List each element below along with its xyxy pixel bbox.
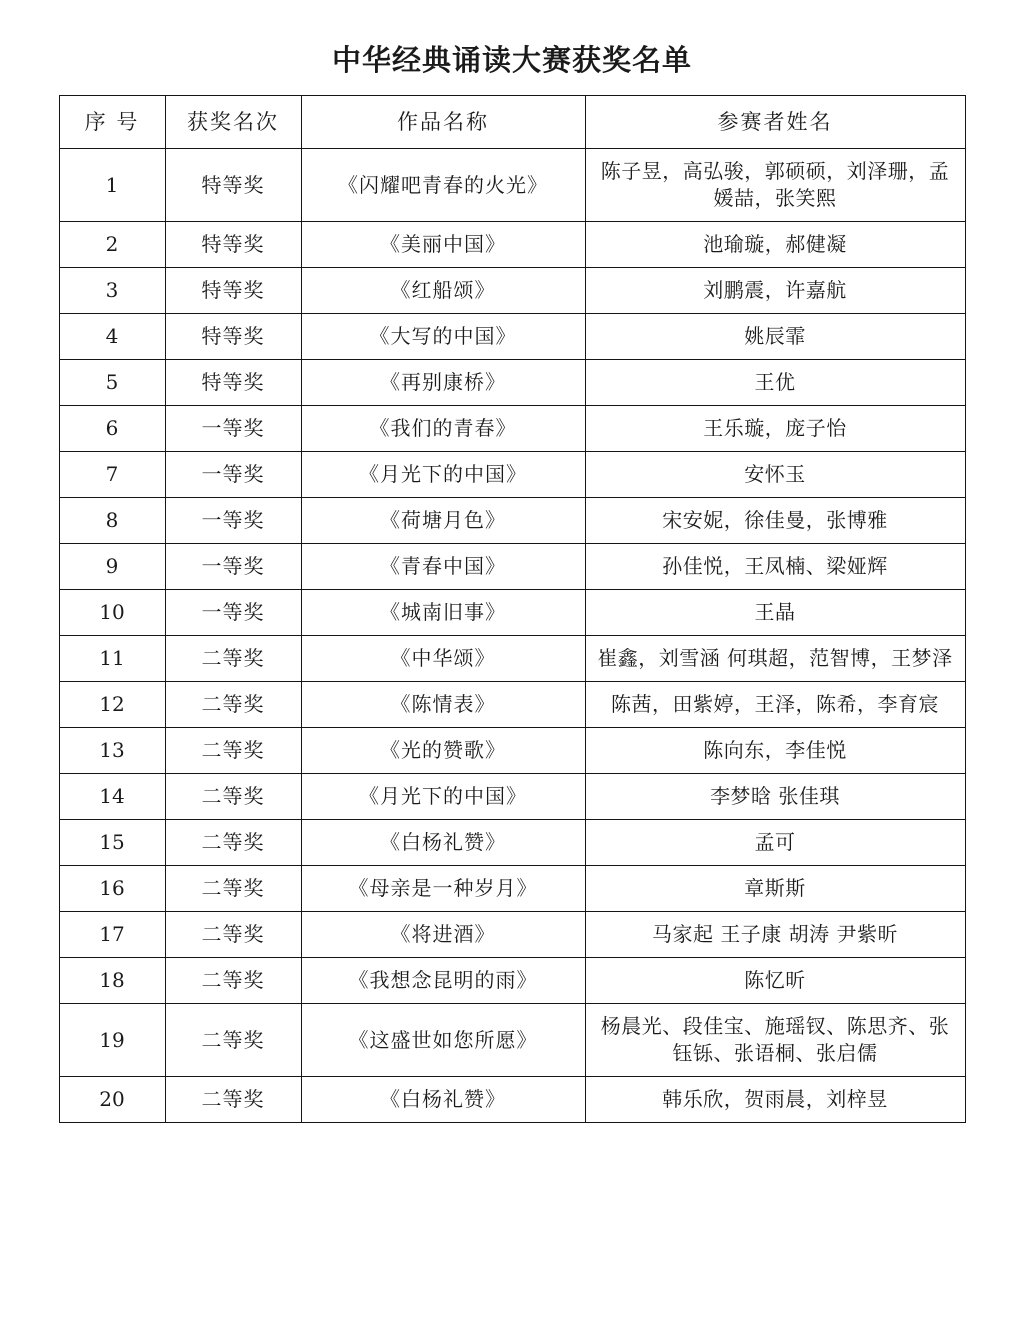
cell-index: 14 xyxy=(59,774,165,820)
cell-work: 《城南旧事》 xyxy=(301,590,585,636)
cell-rank: 一等奖 xyxy=(165,452,301,498)
cell-index: 6 xyxy=(59,406,165,452)
cell-work: 《月光下的中国》 xyxy=(301,452,585,498)
table-row xyxy=(59,866,965,912)
cell-names: 王乐璇，庞子怡 xyxy=(585,406,965,452)
cell-work: 《大写的中国》 xyxy=(301,314,585,360)
cell-rank: 二等奖 xyxy=(165,1004,301,1077)
table-row xyxy=(59,774,965,820)
cell-index: 19 xyxy=(59,1004,165,1077)
cell-rank: 特等奖 xyxy=(165,360,301,406)
table-header-row xyxy=(59,96,965,149)
table-row xyxy=(59,820,965,866)
cell-index: 12 xyxy=(59,682,165,728)
cell-work: 《白杨礼赞》 xyxy=(301,1077,585,1123)
cell-work: 《闪耀吧青春的火光》 xyxy=(301,149,585,222)
cell-rank: 二等奖 xyxy=(165,866,301,912)
cell-work: 《我想念昆明的雨》 xyxy=(301,958,585,1004)
column-header-names: 参赛者姓名 xyxy=(585,96,965,149)
cell-rank: 特等奖 xyxy=(165,268,301,314)
cell-work: 《母亲是一种岁月》 xyxy=(301,866,585,912)
cell-names: 马家起 王子康 胡涛 尹紫昕 xyxy=(585,912,965,958)
cell-rank: 一等奖 xyxy=(165,498,301,544)
table-row xyxy=(59,149,965,222)
column-header-work: 作品名称 xyxy=(301,96,585,149)
cell-index: 17 xyxy=(59,912,165,958)
cell-names: 孙佳悦，王凤楠、梁娅辉 xyxy=(585,544,965,590)
cell-work: 《光的赞歌》 xyxy=(301,728,585,774)
cell-names: 陈忆昕 xyxy=(585,958,965,1004)
award-list-table xyxy=(59,95,966,1123)
table-row xyxy=(59,682,965,728)
cell-index: 20 xyxy=(59,1077,165,1123)
cell-work: 《红船颂》 xyxy=(301,268,585,314)
column-header-index: 序 号 xyxy=(59,96,165,149)
cell-rank: 一等奖 xyxy=(165,544,301,590)
cell-names: 韩乐欣，贺雨晨，刘梓昱 xyxy=(585,1077,965,1123)
cell-names: 陈子昱，高弘骏，郭硕硕，刘泽珊，孟媛喆，张笑熙 xyxy=(585,149,965,222)
table-row xyxy=(59,360,965,406)
table-row xyxy=(59,544,965,590)
cell-index: 18 xyxy=(59,958,165,1004)
table-row xyxy=(59,636,965,682)
table-row xyxy=(59,268,965,314)
cell-rank: 一等奖 xyxy=(165,590,301,636)
cell-names: 王晶 xyxy=(585,590,965,636)
cell-rank: 二等奖 xyxy=(165,728,301,774)
cell-names: 李梦晗 张佳琪 xyxy=(585,774,965,820)
cell-work: 《再别康桥》 xyxy=(301,360,585,406)
table-row xyxy=(59,1077,965,1123)
cell-work: 《月光下的中国》 xyxy=(301,774,585,820)
cell-index: 7 xyxy=(59,452,165,498)
cell-names: 孟可 xyxy=(585,820,965,866)
table-header xyxy=(59,96,965,149)
cell-names: 宋安妮，徐佳曼，张博雅 xyxy=(585,498,965,544)
cell-index: 9 xyxy=(59,544,165,590)
table-row xyxy=(59,728,965,774)
table-body xyxy=(59,149,965,1123)
cell-work: 《将进酒》 xyxy=(301,912,585,958)
cell-index: 3 xyxy=(59,268,165,314)
cell-work: 《荷塘月色》 xyxy=(301,498,585,544)
cell-rank: 二等奖 xyxy=(165,1077,301,1123)
cell-names: 安怀玉 xyxy=(585,452,965,498)
table-row xyxy=(59,406,965,452)
cell-rank: 二等奖 xyxy=(165,912,301,958)
cell-names: 池瑜璇，郝健凝 xyxy=(585,222,965,268)
cell-index: 4 xyxy=(59,314,165,360)
table-row xyxy=(59,498,965,544)
cell-rank: 二等奖 xyxy=(165,774,301,820)
cell-names: 陈茜，田紫婷，王泽，陈希，李育宸 xyxy=(585,682,965,728)
cell-rank: 特等奖 xyxy=(165,149,301,222)
cell-index: 1 xyxy=(59,149,165,222)
cell-names: 刘鹏震，许嘉航 xyxy=(585,268,965,314)
cell-rank: 二等奖 xyxy=(165,820,301,866)
cell-rank: 一等奖 xyxy=(165,406,301,452)
table-row xyxy=(59,1004,965,1077)
table-row xyxy=(59,912,965,958)
cell-index: 15 xyxy=(59,820,165,866)
cell-rank: 二等奖 xyxy=(165,682,301,728)
column-header-rank: 获奖名次 xyxy=(165,96,301,149)
cell-names: 杨晨光、段佳宝、施瑶钗、陈思齐、张钰铄、张语桐、张启儒 xyxy=(585,1004,965,1077)
cell-index: 8 xyxy=(59,498,165,544)
cell-index: 2 xyxy=(59,222,165,268)
cell-work: 《我们的青春》 xyxy=(301,406,585,452)
table-row xyxy=(59,590,965,636)
cell-rank: 特等奖 xyxy=(165,314,301,360)
cell-work: 《陈情表》 xyxy=(301,682,585,728)
cell-rank: 特等奖 xyxy=(165,222,301,268)
cell-work: 《中华颂》 xyxy=(301,636,585,682)
cell-names: 崔鑫，刘雪涵 何琪超，范智博，王梦泽 xyxy=(585,636,965,682)
cell-rank: 二等奖 xyxy=(165,636,301,682)
cell-index: 5 xyxy=(59,360,165,406)
cell-index: 13 xyxy=(59,728,165,774)
cell-index: 11 xyxy=(59,636,165,682)
cell-work: 《白杨礼赞》 xyxy=(301,820,585,866)
table-row xyxy=(59,222,965,268)
cell-work: 《青春中国》 xyxy=(301,544,585,590)
table-row xyxy=(59,314,965,360)
cell-work: 《美丽中国》 xyxy=(301,222,585,268)
cell-index: 16 xyxy=(59,866,165,912)
cell-names: 章斯斯 xyxy=(585,866,965,912)
cell-rank: 二等奖 xyxy=(165,958,301,1004)
cell-work: 《这盛世如您所愿》 xyxy=(301,1004,585,1077)
table-row xyxy=(59,452,965,498)
cell-names: 王优 xyxy=(585,360,965,406)
cell-names: 陈向东，李佳悦 xyxy=(585,728,965,774)
table-row xyxy=(59,958,965,1004)
page-title: 中华经典诵读大赛获奖名单 xyxy=(331,43,692,77)
cell-names: 姚辰霏 xyxy=(585,314,965,360)
cell-index: 10 xyxy=(59,590,165,636)
